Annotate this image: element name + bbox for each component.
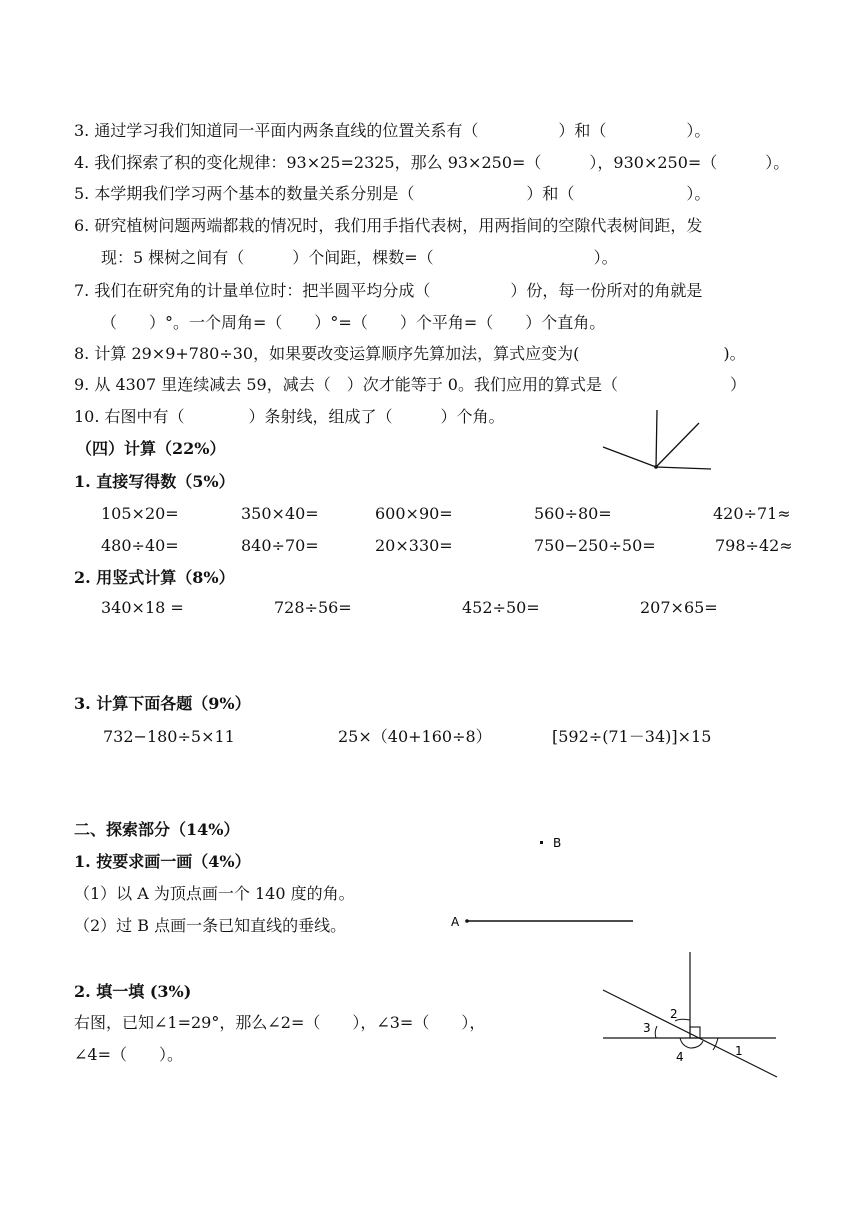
fill-part-title: 2. 填一填 (3%) bbox=[74, 982, 192, 1001]
calc-item: 340×18 = bbox=[101, 598, 184, 617]
question-8: 8. 计算 29×9+780÷30，如果要改变运算顺序先算加法，算式应变为( )。 bbox=[74, 344, 746, 363]
calc-item: 420÷71≈ bbox=[713, 504, 791, 523]
calc-item: 207×65= bbox=[640, 598, 718, 617]
angle-1-arc bbox=[713, 1038, 718, 1050]
angle-4-arc bbox=[680, 1038, 703, 1048]
angle-label-1: 1 bbox=[735, 1044, 743, 1058]
draw-part-title: 1. 按要求画一画（4%） bbox=[74, 852, 251, 871]
fill-question-line2: ∠4=（ ）。 bbox=[74, 1045, 183, 1064]
angle-label-4: 4 bbox=[676, 1050, 684, 1064]
ray-diagonal bbox=[656, 423, 699, 467]
calc-item: 560÷80= bbox=[534, 504, 612, 523]
calc-item: 732−180÷5×11 bbox=[103, 727, 235, 746]
point-b-figure bbox=[538, 834, 568, 852]
calc-item: 20×330= bbox=[375, 536, 453, 555]
question-6-line1: 6. 研究植树问题两端都栽的情况时，我们用手指代表树，用两指间的空隙代表树间距，发 bbox=[74, 216, 703, 235]
ray-left bbox=[603, 447, 656, 467]
point-b-mark bbox=[540, 841, 543, 844]
explore-section-title: 二、探索部分（14%） bbox=[74, 820, 240, 839]
calc-item: 600×90= bbox=[375, 504, 453, 523]
calc-item: 350×40= bbox=[241, 504, 319, 523]
question-7-line1: 7. 我们在研究角的计量单位时：把半圆平均分成（ ）份，每一份所对的角就是 bbox=[74, 281, 703, 300]
angle-figure bbox=[600, 952, 782, 1082]
angle-label-2: 2 bbox=[670, 1007, 678, 1021]
angle-label-3: 3 bbox=[643, 1021, 651, 1035]
question-10: 10. 右图中有（ ）条射线，组成了（ ）个角。 bbox=[74, 407, 505, 426]
draw-instruction-1: （1）以 A 为顶点画一个 140 度的角。 bbox=[74, 884, 355, 903]
point-b-label: B bbox=[553, 836, 562, 850]
calc-item: 840÷70= bbox=[241, 536, 319, 555]
ray-vertex bbox=[654, 465, 658, 469]
angle-3-arc bbox=[655, 1026, 657, 1038]
calc-item: 25×（40+160÷8） bbox=[338, 727, 492, 746]
question-9: 9. 从 4307 里连续减去 59，减去（ ）次才能等于 0。我们应用的算式是（ ） bbox=[74, 375, 746, 394]
point-a-mark bbox=[465, 919, 469, 923]
calc-item: 798÷42≈ bbox=[715, 536, 793, 555]
part-3-title: 3. 计算下面各题（9%） bbox=[74, 694, 251, 713]
calc-item: 728÷56= bbox=[274, 598, 352, 617]
calc-item: 750−250÷50= bbox=[534, 536, 656, 555]
question-6-line2: 现：5 棵树之间有（ ）个间距，棵数=（ ）。 bbox=[101, 248, 618, 267]
point-a-label: A bbox=[451, 915, 460, 929]
calc-item: [592÷(71－34)]×15 bbox=[552, 727, 712, 746]
question-5: 5. 本学期我们学习两个基本的数量关系分别是（ ）和（ ）。 bbox=[74, 184, 711, 203]
calc-item: 480÷40= bbox=[101, 536, 179, 555]
line-a-figure bbox=[450, 910, 640, 932]
question-4: 4. 我们探索了积的变化规律：93×25=2325，那么 93×250=（ ），930×250=（ ）。 bbox=[74, 153, 790, 172]
draw-instruction-2: （2）过 B 点画一条已知直线的垂线。 bbox=[74, 916, 347, 935]
calc-item: 452÷50= bbox=[462, 598, 540, 617]
rays-figure bbox=[600, 410, 715, 472]
part-2-title: 2. 用竖式计算（8%） bbox=[74, 568, 235, 587]
question-3: 3. 通过学习我们知道同一平面内两条直线的位置关系有（ ）和（ ）。 bbox=[74, 121, 711, 140]
question-7-line2: （ ）°。一个周角=（ ）°=（ ）个平角=（ ）个直角。 bbox=[101, 313, 606, 332]
calc-item: 105×20= bbox=[101, 504, 179, 523]
part-1-title: 1. 直接写得数（5%） bbox=[74, 472, 235, 491]
ray-up bbox=[656, 410, 657, 467]
section-4-title: （四）计算（22%） bbox=[76, 439, 226, 458]
fill-question-line1: 右图，已知∠1=29°，那么∠2=（ ），∠3=（ ）， bbox=[74, 1013, 486, 1032]
ray-right bbox=[656, 467, 711, 469]
